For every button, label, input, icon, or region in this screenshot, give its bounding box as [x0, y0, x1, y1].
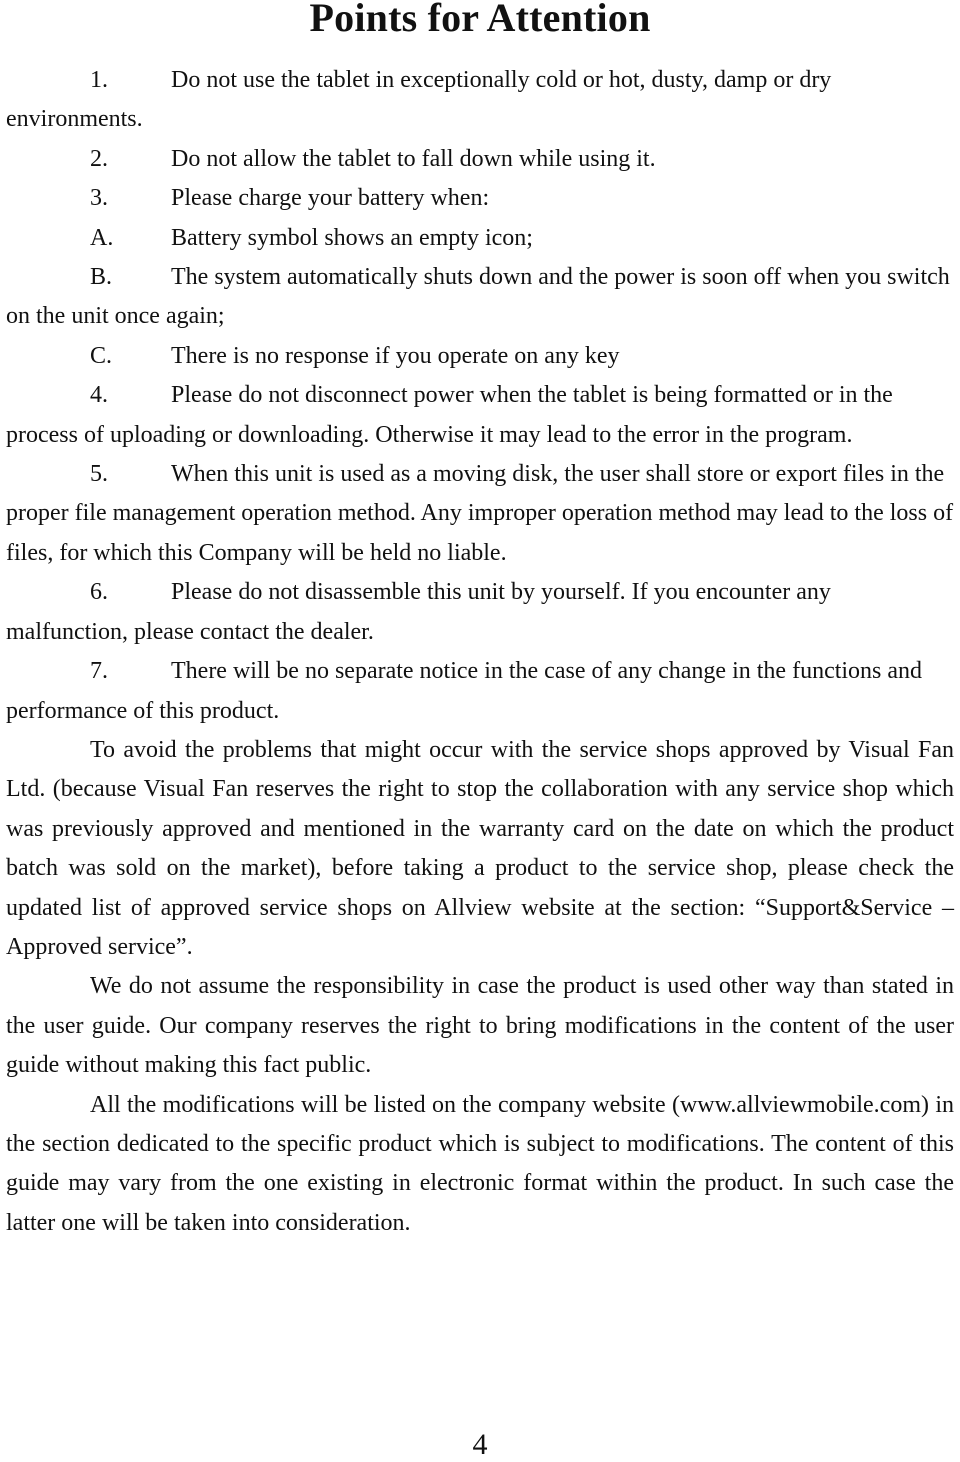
list-item-text: Please do not disassemble this unit by yourself. If you encounter any malfunction, please contact the dealer.: [6, 579, 831, 645]
list-item-number: 7.: [90, 658, 108, 685]
list-item-text: When this unit is used as a moving disk, the user shall store or export files in the proper file management operation method. Any improper operation method may lead to the loss of files, for which this Company will be held no liable.: [6, 461, 954, 566]
list-item-number: 4.: [90, 382, 108, 409]
list-item-number: 1.: [90, 67, 108, 93]
list-item-text: The system automatically shuts down and the power is soon off when you switch on the unit once again;: [6, 264, 950, 330]
list-item-5: [6, 455, 954, 573]
list-item-text: Battery symbol shows an empty icon;: [171, 224, 533, 251]
list-item-b: [6, 258, 954, 337]
list-item-6: [6, 573, 954, 652]
list-item-4: [6, 376, 954, 455]
list-item-2: [6, 140, 954, 179]
list-item-number: 2.: [90, 145, 108, 172]
list-item-3: [6, 179, 954, 218]
list-item-text: Do not allow the tablet to fall down while using it.: [171, 145, 656, 172]
list-item-number: 5.: [90, 461, 108, 488]
list-item-7: [6, 652, 954, 731]
list-item-c: [6, 337, 954, 376]
list-item-number: B.: [90, 264, 113, 291]
list-item-number: 3.: [90, 185, 108, 212]
list-item-number: C.: [90, 342, 113, 369]
list-item-number: 6.: [90, 579, 108, 606]
list-item-a: [6, 219, 954, 258]
list-item-text: Do not use the tablet in exceptionally cold or hot, dusty, damp or dry environments.: [6, 67, 832, 133]
list-item-number: A.: [90, 224, 114, 251]
page-number: 4: [472, 1428, 488, 1461]
page-title: Points for Attention: [309, 0, 651, 40]
list-item-text: There is no response if you operate on any key: [171, 342, 620, 369]
modifications-paragraph: All the modifications will be listed on the company website (www.allviewmobile.com) in the section dedicated to the specific product which is subject to modifications. The content of this guide may vary from the one existing in electronic format within the product. In such case the latter one will be taken into consideration.: [6, 1091, 954, 1236]
responsibility-paragraph: We do not assume the responsibility in case the product is used other way than stated in the user guide. Our company reserves the right to bring modifications in the content of the user guide without making this fact public.: [6, 973, 954, 1079]
service-shops-paragraph: To avoid the problems that might occur with the service shops approved by Visual Fan Ltd. (because Visual Fan reserves the right to stop the collaboration with any service shop which was previously approved and mentioned in the warranty card on the date on which the product batch was sold on the market), before taking a product to the service shop, please check the updated list of approved service shops on Allview website at the section: “Support&Service – Approved service”.: [6, 736, 954, 960]
body-text: [6, 61, 954, 1243]
list-item-text: There will be no separate notice in the case of any change in the functions and performance of this product.: [6, 658, 923, 724]
list-item-1: [6, 61, 954, 140]
list-item-text: Please do not disconnect power when the tablet is being formatted or in the process of uploading or downloading. Otherwise it may lead to the error in the program.: [6, 382, 893, 448]
list-item-text: Please charge your battery when:: [171, 185, 490, 212]
